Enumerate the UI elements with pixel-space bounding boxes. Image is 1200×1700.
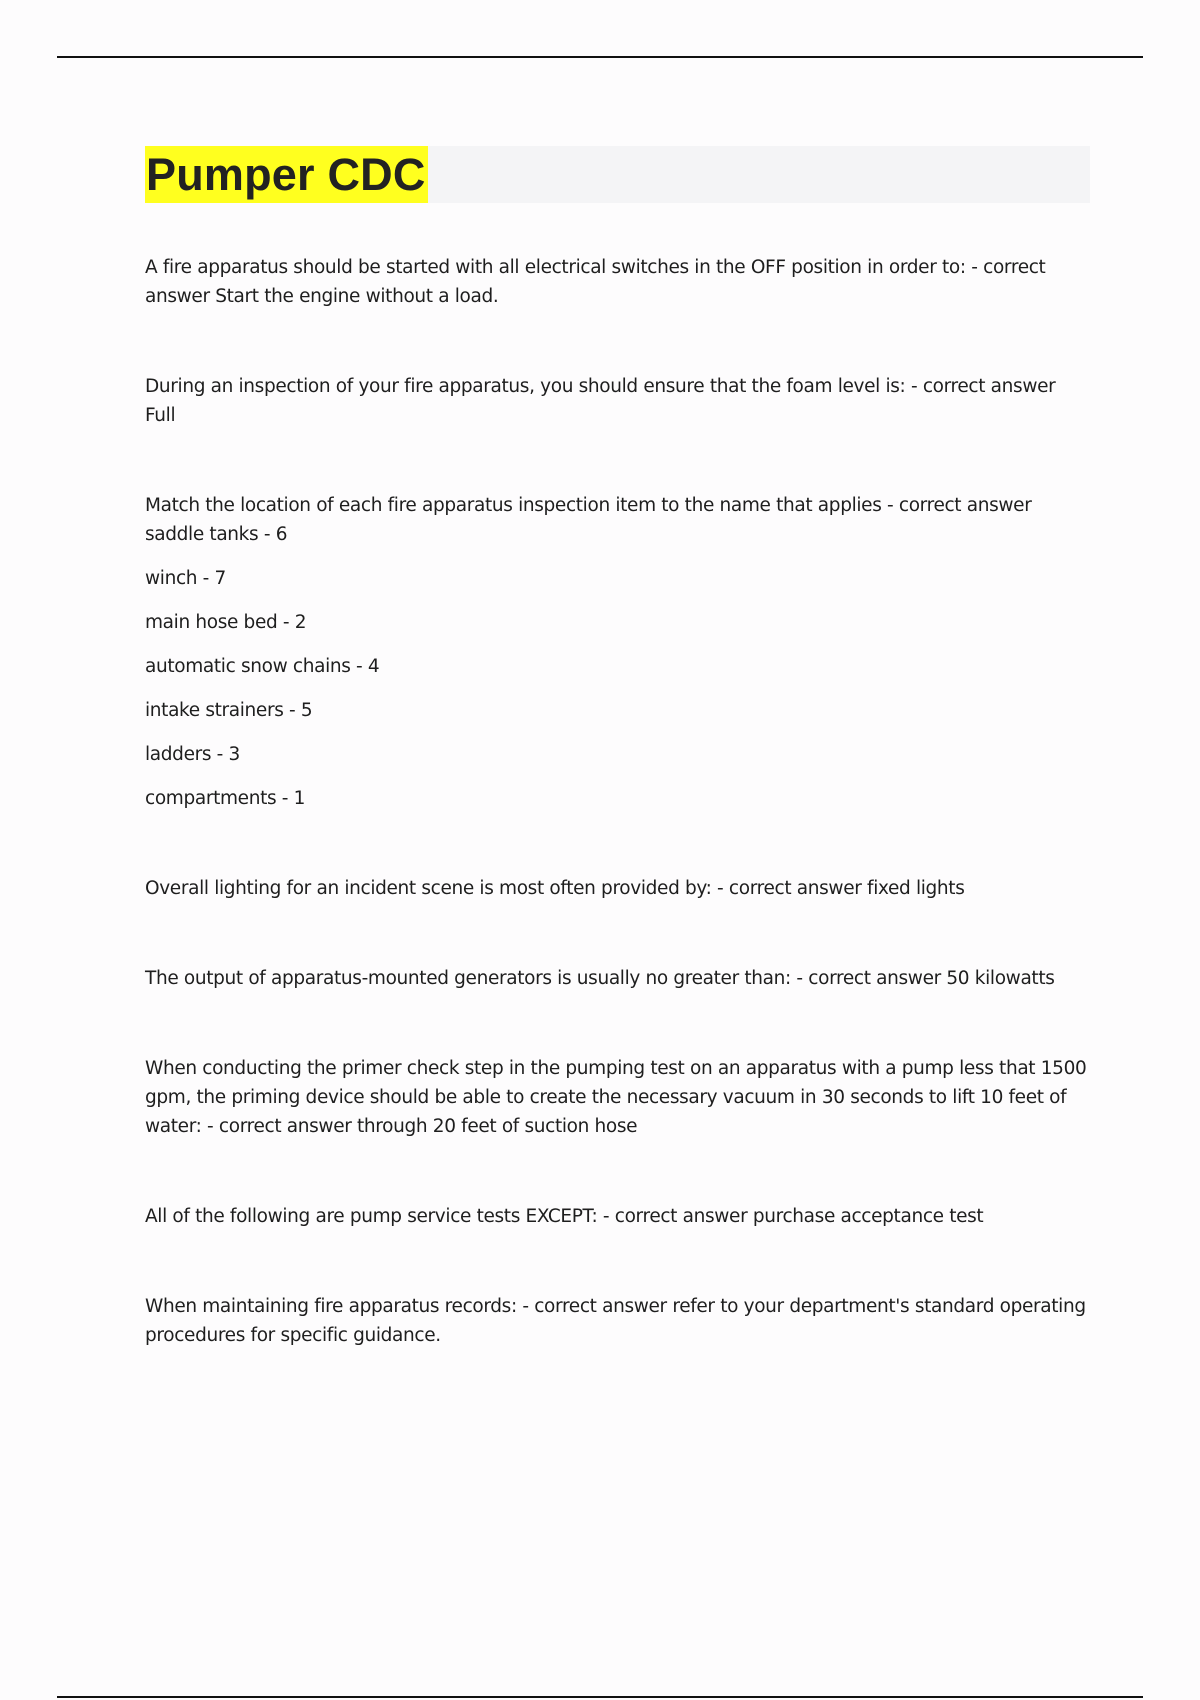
match-line: compartments - 1 — [145, 788, 306, 809]
qa-item: A fire apparatus should be started with all electrical switches in the OFF position in order to: - correct answer Start the engine without a load. — [145, 257, 1046, 307]
match-line: main hose bed - 2 — [145, 612, 307, 633]
qa-item: All of the following are pump service tests EXCEPT: - correct answer purchase acceptance test — [145, 1206, 984, 1227]
match-line: intake strainers - 5 — [145, 700, 313, 721]
match-line: ladders - 3 — [145, 744, 240, 765]
qa-item: Overall lighting for an incident scene is most often provided by: - correct answer fixed lights — [145, 878, 965, 899]
bottom-rule — [57, 1696, 1143, 1698]
top-rule — [57, 56, 1143, 58]
qa-item: When maintaining fire apparatus records: - correct answer refer to your department's standard operating procedures for specific guidance. — [145, 1296, 1086, 1346]
match-line: automatic snow chains - 4 — [145, 656, 380, 677]
match-line: winch - 7 — [145, 568, 226, 589]
title-bar — [145, 146, 1090, 203]
qa-item: The output of apparatus-mounted generators is usually no greater than: - correct answer 50 kilowatts — [145, 968, 1055, 989]
qa-item-match — [145, 491, 1090, 813]
document-body — [145, 146, 1090, 1411]
qa-item: When conducting the primer check step in the pumping test on an apparatus with a pump less that 1500 gpm, the priming device should be able to create the necessary vacuum in 30 seconds to lift 10 feet of water: - correct answer through 20 feet of suction hose — [145, 1058, 1087, 1137]
qa-list — [145, 253, 1090, 1350]
qa-match-question: Match the location of each fire apparatus inspection item to the name that applies - correct answer saddle tanks - 6 — [145, 495, 1032, 545]
page-title: Pumper CDC — [145, 146, 428, 203]
qa-item: During an inspection of your fire apparatus, you should ensure that the foam level is: - correct answer Full — [145, 376, 1056, 426]
